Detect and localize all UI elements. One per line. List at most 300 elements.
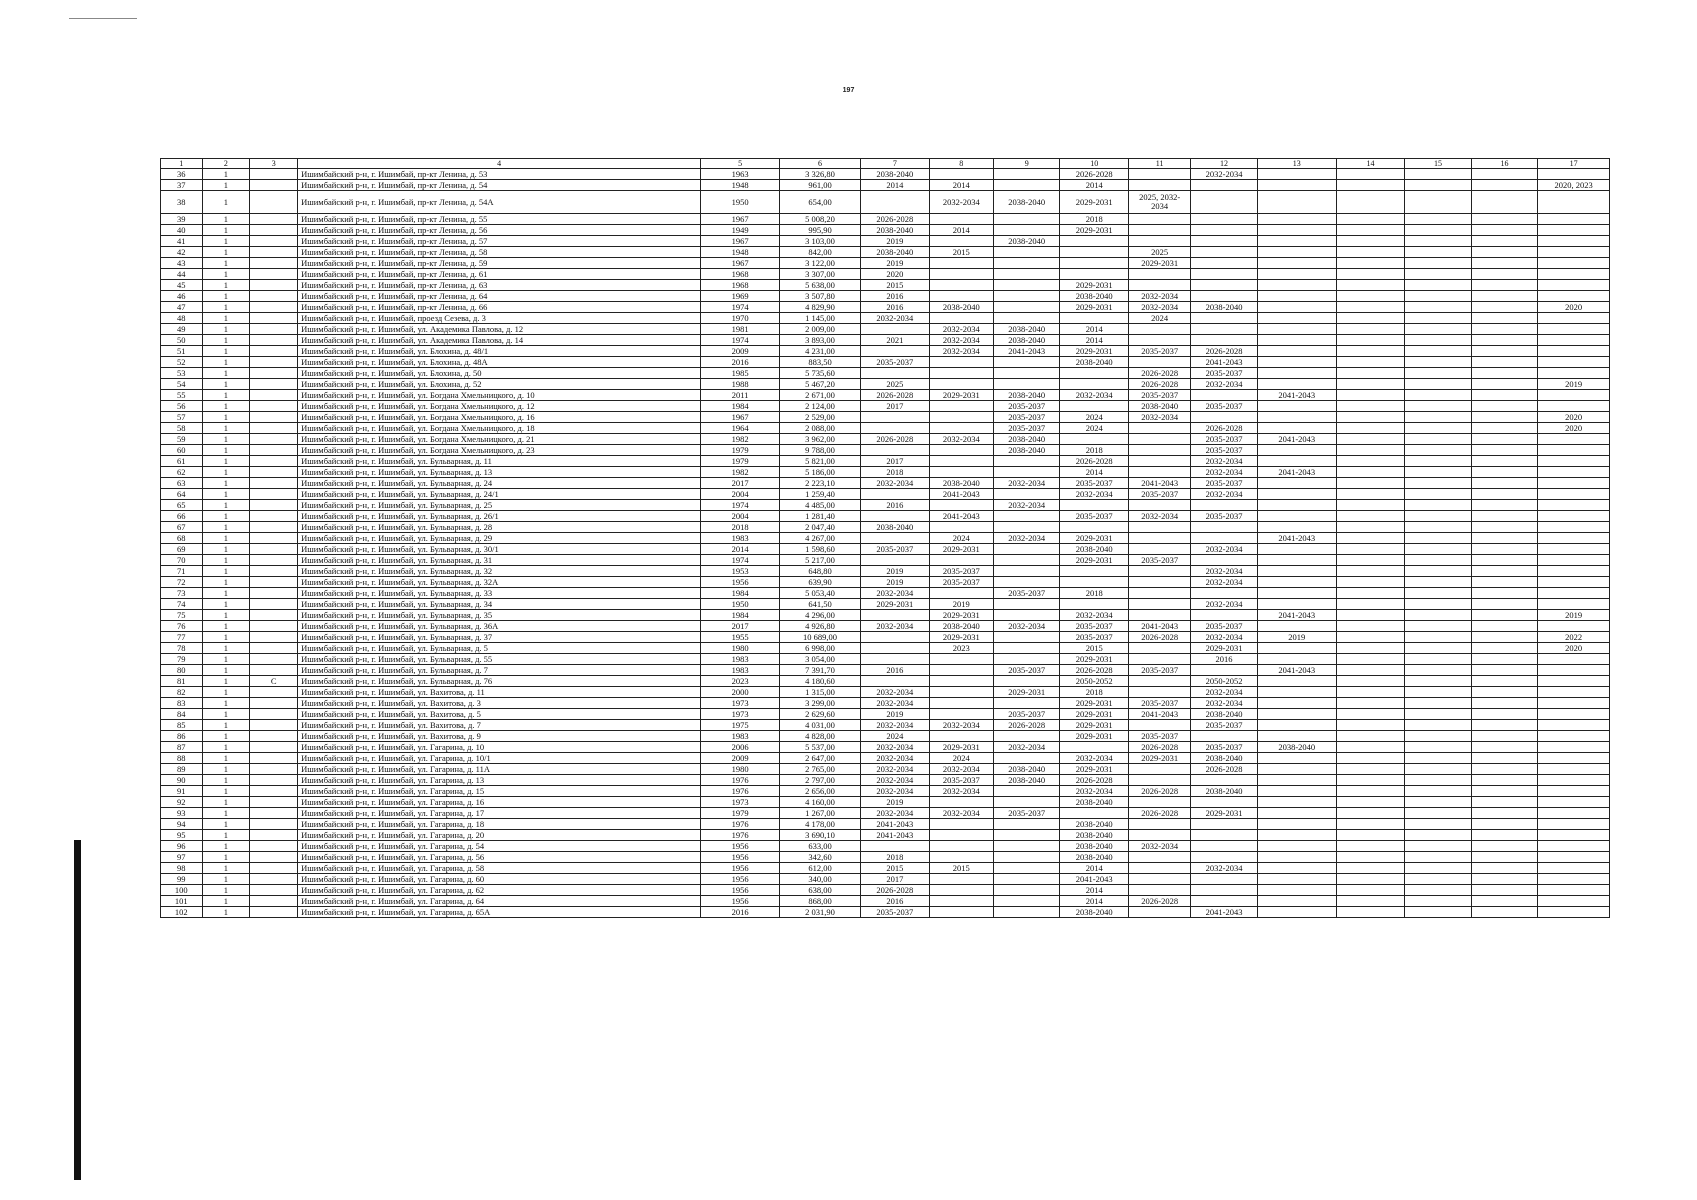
col-11-cell [1129, 797, 1191, 808]
col-16-cell [1471, 775, 1537, 786]
col-11-cell: 2035-2037 [1129, 665, 1191, 676]
col-9-cell [993, 896, 1059, 907]
col-17-cell [1538, 753, 1610, 764]
col-11-cell [1129, 335, 1191, 346]
col-13-cell [1257, 214, 1336, 225]
col-2-cell: 1 [202, 885, 250, 896]
col-9-cell [993, 819, 1059, 830]
build-year-cell: 1973 [701, 698, 780, 709]
table-row [161, 346, 1610, 357]
area-cell: 2 223,10 [780, 478, 861, 489]
col-16-cell [1471, 874, 1537, 885]
area-cell: 4 160,00 [780, 797, 861, 808]
table-row [161, 390, 1610, 401]
col-10-cell [1060, 247, 1129, 258]
table-row [161, 456, 1610, 467]
address-cell: Ишимбайский р-н, г. Ишимбай, ул. Бульварная, д. 76 [298, 676, 701, 687]
area-cell: 633,00 [780, 841, 861, 852]
col-8-cell [929, 423, 993, 434]
col-15-cell [1405, 434, 1471, 445]
col-12-cell [1191, 269, 1257, 280]
col-16-cell [1471, 456, 1537, 467]
col-10-cell: 2038-2040 [1060, 841, 1129, 852]
col-17-cell [1538, 335, 1610, 346]
col-3-cell [250, 709, 298, 720]
col-7-cell: 2015 [861, 280, 930, 291]
col-11-cell [1129, 423, 1191, 434]
col-14-cell [1336, 709, 1405, 720]
col-12-cell: 2041-2043 [1191, 357, 1257, 368]
address-cell: Ишимбайский р-н, г. Ишимбай, ул. Гагарина, д. 65А [298, 907, 701, 918]
address-cell: Ишимбайский р-н, г. Ишимбай, ул. Гагарина, д. 58 [298, 863, 701, 874]
address-cell: Ишимбайский р-н, г. Ишимбай, ул. Богдана Хмельницкого, д. 12 [298, 401, 701, 412]
col-15-cell [1405, 236, 1471, 247]
row-number-cell: 68 [161, 533, 203, 544]
col-7-cell: 2032-2034 [861, 786, 930, 797]
col-2-cell: 1 [202, 555, 250, 566]
col-9-cell [993, 643, 1059, 654]
col-15-cell [1405, 533, 1471, 544]
col-8-cell: 2024 [929, 533, 993, 544]
col-17-cell [1538, 698, 1610, 709]
col-14-cell [1336, 654, 1405, 665]
col-13-cell [1257, 687, 1336, 698]
col-7-cell [861, 423, 930, 434]
area-cell: 3 299,00 [780, 698, 861, 709]
col-7-cell: 2032-2034 [861, 808, 930, 819]
col-15-cell [1405, 588, 1471, 599]
col-11-cell [1129, 775, 1191, 786]
col-7-cell: 2020 [861, 269, 930, 280]
col-17-cell [1538, 522, 1610, 533]
row-number-cell: 50 [161, 335, 203, 346]
row-number-cell: 60 [161, 445, 203, 456]
col-11-cell: 2035-2037 [1129, 731, 1191, 742]
col-8-cell [929, 291, 993, 302]
column-number-12: 12 [1191, 159, 1257, 169]
col-11-cell: 2032-2034 [1129, 291, 1191, 302]
col-15-cell [1405, 280, 1471, 291]
col-2-cell: 1 [202, 368, 250, 379]
col-8-cell: 2035-2037 [929, 775, 993, 786]
col-13-cell [1257, 907, 1336, 918]
col-17-cell: 2022 [1538, 632, 1610, 643]
col-7-cell: 2016 [861, 665, 930, 676]
col-7-cell: 2019 [861, 797, 930, 808]
row-number-cell: 83 [161, 698, 203, 709]
col-2-cell: 1 [202, 896, 250, 907]
col-8-cell: 2023 [929, 643, 993, 654]
col-12-cell [1191, 533, 1257, 544]
area-cell: 2 088,00 [780, 423, 861, 434]
col-3-cell [250, 544, 298, 555]
col-7-cell: 2035-2037 [861, 357, 930, 368]
col-12-cell: 2029-2031 [1191, 643, 1257, 654]
col-16-cell [1471, 753, 1537, 764]
col-9-cell [993, 489, 1059, 500]
col-11-cell [1129, 676, 1191, 687]
area-cell: 3 054,00 [780, 654, 861, 665]
col-7-cell [861, 841, 930, 852]
col-7-cell: 2021 [861, 335, 930, 346]
build-year-cell: 1956 [701, 863, 780, 874]
col-11-cell: 2026-2028 [1129, 368, 1191, 379]
col-15-cell [1405, 456, 1471, 467]
area-cell: 4 828,00 [780, 731, 861, 742]
col-2-cell: 1 [202, 632, 250, 643]
col-11-cell [1129, 522, 1191, 533]
build-year-cell: 1982 [701, 434, 780, 445]
col-7-cell [861, 676, 930, 687]
col-13-cell [1257, 511, 1336, 522]
col-14-cell [1336, 632, 1405, 643]
address-cell: Ишимбайский р-н, г. Ишимбай, ул. Вахитова, д. 5 [298, 709, 701, 720]
col-9-cell [993, 632, 1059, 643]
col-11-cell [1129, 225, 1191, 236]
col-15-cell [1405, 180, 1471, 191]
col-8-cell: 2038-2040 [929, 621, 993, 632]
col-14-cell [1336, 885, 1405, 896]
col-11-cell [1129, 236, 1191, 247]
col-17-cell [1538, 907, 1610, 918]
col-7-cell: 2026-2028 [861, 434, 930, 445]
col-7-cell: 2038-2040 [861, 522, 930, 533]
col-15-cell [1405, 247, 1471, 258]
area-cell: 4 267,00 [780, 533, 861, 544]
col-12-cell [1191, 191, 1257, 214]
col-12-cell [1191, 280, 1257, 291]
col-17-cell [1538, 280, 1610, 291]
col-9-cell: 2038-2040 [993, 764, 1059, 775]
col-8-cell [929, 412, 993, 423]
row-number-cell: 64 [161, 489, 203, 500]
col-16-cell [1471, 885, 1537, 896]
col-8-cell [929, 698, 993, 709]
col-13-cell [1257, 654, 1336, 665]
col-2-cell: 1 [202, 191, 250, 214]
col-14-cell [1336, 742, 1405, 753]
col-17-cell: 2020 [1538, 643, 1610, 654]
table-row [161, 698, 1610, 709]
build-year-cell: 1968 [701, 280, 780, 291]
col-3-cell [250, 885, 298, 896]
col-9-cell: 2038-2040 [993, 236, 1059, 247]
col-16-cell [1471, 544, 1537, 555]
col-10-cell [1060, 808, 1129, 819]
col-13-cell [1257, 863, 1336, 874]
col-7-cell [861, 555, 930, 566]
address-cell: Ишимбайский р-н, г. Ишимбай, ул. Академика Павлова, д. 14 [298, 335, 701, 346]
col-10-cell: 2029-2031 [1060, 225, 1129, 236]
address-cell: Ишимбайский р-н, г. Ишимбай, ул. Бульварная, д. 13 [298, 467, 701, 478]
table-row [161, 907, 1610, 918]
col-8-cell [929, 896, 993, 907]
col-12-cell [1191, 313, 1257, 324]
col-3-cell [250, 632, 298, 643]
col-15-cell [1405, 874, 1471, 885]
row-number-cell: 54 [161, 379, 203, 390]
col-17-cell [1538, 863, 1610, 874]
build-year-cell: 1973 [701, 797, 780, 808]
row-number-cell: 55 [161, 390, 203, 401]
address-cell: Ишимбайский р-н, г. Ишимбай, ул. Блохина, д. 50 [298, 368, 701, 379]
col-16-cell [1471, 632, 1537, 643]
col-9-cell [993, 456, 1059, 467]
col-12-cell [1191, 588, 1257, 599]
address-cell: Ишимбайский р-н, г. Ишимбай, пр-кт Ленина, д. 58 [298, 247, 701, 258]
col-10-cell: 2035-2037 [1060, 511, 1129, 522]
col-13-cell: 2019 [1257, 632, 1336, 643]
address-cell: Ишимбайский р-н, г. Ишимбай, ул. Бульварная, д. 7 [298, 665, 701, 676]
row-number-cell: 97 [161, 852, 203, 863]
col-10-cell: 2032-2034 [1060, 489, 1129, 500]
col-11-cell: 2032-2034 [1129, 412, 1191, 423]
col-9-cell [993, 544, 1059, 555]
col-11-cell [1129, 533, 1191, 544]
col-7-cell [861, 324, 930, 335]
col-15-cell [1405, 819, 1471, 830]
col-13-cell [1257, 775, 1336, 786]
col-3-cell [250, 819, 298, 830]
row-number-cell: 44 [161, 269, 203, 280]
col-17-cell [1538, 654, 1610, 665]
area-cell: 3 307,00 [780, 269, 861, 280]
col-12-cell: 2035-2037 [1191, 621, 1257, 632]
table-row [161, 599, 1610, 610]
address-cell: Ишимбайский р-н, г. Ишимбай, ул. Бульварная, д. 31 [298, 555, 701, 566]
col-16-cell [1471, 720, 1537, 731]
area-cell: 3 122,00 [780, 258, 861, 269]
address-cell: Ишимбайский р-н, г. Ишимбай, ул. Бульварная, д. 5 [298, 643, 701, 654]
col-8-cell [929, 907, 993, 918]
col-8-cell: 2014 [929, 225, 993, 236]
col-12-cell: 2038-2040 [1191, 709, 1257, 720]
col-9-cell [993, 180, 1059, 191]
col-9-cell: 2038-2040 [993, 775, 1059, 786]
table-row [161, 863, 1610, 874]
col-10-cell: 2038-2040 [1060, 291, 1129, 302]
row-number-cell: 87 [161, 742, 203, 753]
col-13-cell [1257, 588, 1336, 599]
col-13-cell [1257, 555, 1336, 566]
col-3-cell [250, 423, 298, 434]
col-15-cell [1405, 555, 1471, 566]
col-3-cell [250, 742, 298, 753]
col-9-cell [993, 797, 1059, 808]
col-16-cell [1471, 896, 1537, 907]
col-3-cell [250, 346, 298, 357]
col-2-cell: 1 [202, 511, 250, 522]
scan-margin-bar [74, 840, 81, 1180]
col-14-cell [1336, 236, 1405, 247]
col-8-cell: 2024 [929, 753, 993, 764]
col-2-cell: 1 [202, 841, 250, 852]
col-3-cell [250, 863, 298, 874]
col-8-cell [929, 169, 993, 180]
col-12-cell: 2038-2040 [1191, 753, 1257, 764]
col-17-cell [1538, 830, 1610, 841]
col-16-cell [1471, 379, 1537, 390]
area-cell: 2 009,00 [780, 324, 861, 335]
col-2-cell: 1 [202, 489, 250, 500]
area-cell: 961,00 [780, 180, 861, 191]
col-13-cell [1257, 731, 1336, 742]
col-7-cell: 2018 [861, 467, 930, 478]
area-cell: 5 467,20 [780, 379, 861, 390]
address-cell: Ишимбайский р-н, г. Ишимбай, ул. Бульварная, д. 25 [298, 500, 701, 511]
col-7-cell: 2032-2034 [861, 478, 930, 489]
address-cell: Ишимбайский р-н, г. Ишимбай, ул. Блохина, д. 48А [298, 357, 701, 368]
col-10-cell [1060, 500, 1129, 511]
col-8-cell: 2032-2034 [929, 346, 993, 357]
area-cell: 340,00 [780, 874, 861, 885]
col-12-cell [1191, 335, 1257, 346]
col-7-cell: 2038-2040 [861, 169, 930, 180]
col-11-cell: 2025 [1129, 247, 1191, 258]
col-3-cell [250, 467, 298, 478]
column-number-8: 8 [929, 159, 993, 169]
col-10-cell: 2014 [1060, 885, 1129, 896]
col-7-cell: 2026-2028 [861, 885, 930, 896]
col-16-cell [1471, 511, 1537, 522]
col-16-cell [1471, 522, 1537, 533]
col-9-cell: 2032-2034 [993, 742, 1059, 753]
col-2-cell: 1 [202, 467, 250, 478]
build-year-cell: 1967 [701, 412, 780, 423]
col-17-cell [1538, 324, 1610, 335]
address-cell: Ишимбайский р-н, г. Ишимбай, пр-кт Ленина, д. 54 [298, 180, 701, 191]
col-9-cell: 2038-2040 [993, 191, 1059, 214]
col-9-cell [993, 357, 1059, 368]
build-year-cell: 1956 [701, 841, 780, 852]
col-2-cell: 1 [202, 456, 250, 467]
col-8-cell: 2029-2031 [929, 544, 993, 555]
col-3-cell [250, 357, 298, 368]
row-number-cell: 80 [161, 665, 203, 676]
col-9-cell [993, 852, 1059, 863]
address-cell: Ишимбайский р-н, г. Ишимбай, ул. Вахитова, д. 11 [298, 687, 701, 698]
build-year-cell: 1981 [701, 324, 780, 335]
col-10-cell: 2029-2031 [1060, 280, 1129, 291]
column-number-14: 14 [1336, 159, 1405, 169]
col-17-cell [1538, 357, 1610, 368]
col-14-cell [1336, 698, 1405, 709]
col-8-cell [929, 676, 993, 687]
row-number-cell: 91 [161, 786, 203, 797]
row-number-cell: 49 [161, 324, 203, 335]
col-2-cell: 1 [202, 742, 250, 753]
table-row [161, 808, 1610, 819]
col-8-cell: 2038-2040 [929, 302, 993, 313]
col-13-cell [1257, 896, 1336, 907]
col-10-cell: 2029-2031 [1060, 346, 1129, 357]
col-14-cell [1336, 302, 1405, 313]
col-15-cell [1405, 291, 1471, 302]
col-9-cell: 2041-2043 [993, 346, 1059, 357]
col-14-cell [1336, 863, 1405, 874]
col-16-cell [1471, 368, 1537, 379]
col-10-cell [1060, 379, 1129, 390]
col-8-cell: 2032-2034 [929, 191, 993, 214]
col-3-cell [250, 379, 298, 390]
row-number-cell: 46 [161, 291, 203, 302]
col-15-cell [1405, 191, 1471, 214]
col-10-cell: 2014 [1060, 324, 1129, 335]
col-14-cell [1336, 412, 1405, 423]
col-14-cell [1336, 390, 1405, 401]
col-16-cell [1471, 643, 1537, 654]
row-number-cell: 62 [161, 467, 203, 478]
col-17-cell [1538, 731, 1610, 742]
build-year-cell: 1983 [701, 654, 780, 665]
build-year-cell: 1982 [701, 467, 780, 478]
col-7-cell: 2032-2034 [861, 720, 930, 731]
col-3-cell [250, 247, 298, 258]
col-8-cell [929, 456, 993, 467]
col-10-cell: 2038-2040 [1060, 907, 1129, 918]
area-cell: 4 485,00 [780, 500, 861, 511]
col-7-cell [861, 533, 930, 544]
col-16-cell [1471, 180, 1537, 191]
column-number-16: 16 [1471, 159, 1537, 169]
col-12-cell [1191, 180, 1257, 191]
build-year-cell: 1974 [701, 302, 780, 313]
col-10-cell [1060, 368, 1129, 379]
col-13-cell [1257, 346, 1336, 357]
col-14-cell [1336, 896, 1405, 907]
col-11-cell: 2024 [1129, 313, 1191, 324]
col-2-cell: 1 [202, 236, 250, 247]
address-cell: Ишимбайский р-н, г. Ишимбай, ул. Богдана Хмельницкого, д. 21 [298, 434, 701, 445]
col-2-cell: 1 [202, 214, 250, 225]
col-3-cell [250, 775, 298, 786]
col-11-cell [1129, 566, 1191, 577]
col-7-cell [861, 511, 930, 522]
col-8-cell: 2032-2034 [929, 434, 993, 445]
col-7-cell: 2041-2043 [861, 830, 930, 841]
address-cell: Ишимбайский р-н, г. Ишимбай, ул. Бульварная, д. 26/1 [298, 511, 701, 522]
col-14-cell [1336, 401, 1405, 412]
col-7-cell: 2029-2031 [861, 599, 930, 610]
col-13-cell [1257, 599, 1336, 610]
col-15-cell [1405, 379, 1471, 390]
col-16-cell [1471, 687, 1537, 698]
area-cell: 2 656,00 [780, 786, 861, 797]
build-year-cell: 1973 [701, 709, 780, 720]
build-year-cell: 2023 [701, 676, 780, 687]
col-2-cell: 1 [202, 324, 250, 335]
table-row [161, 423, 1610, 434]
table-row [161, 335, 1610, 346]
col-2-cell: 1 [202, 643, 250, 654]
col-9-cell [993, 313, 1059, 324]
row-number-cell: 40 [161, 225, 203, 236]
row-number-cell: 93 [161, 808, 203, 819]
col-10-cell: 2029-2031 [1060, 654, 1129, 665]
col-3-cell [250, 169, 298, 180]
col-2-cell: 1 [202, 610, 250, 621]
table-row [161, 533, 1610, 544]
build-year-cell: 1974 [701, 500, 780, 511]
build-year-cell: 2016 [701, 357, 780, 368]
col-3-cell [250, 610, 298, 621]
col-14-cell [1336, 874, 1405, 885]
area-cell: 5 008,20 [780, 214, 861, 225]
col-7-cell: 2019 [861, 258, 930, 269]
col-2-cell: 1 [202, 247, 250, 258]
col-12-cell: 2026-2028 [1191, 346, 1257, 357]
col-16-cell [1471, 346, 1537, 357]
